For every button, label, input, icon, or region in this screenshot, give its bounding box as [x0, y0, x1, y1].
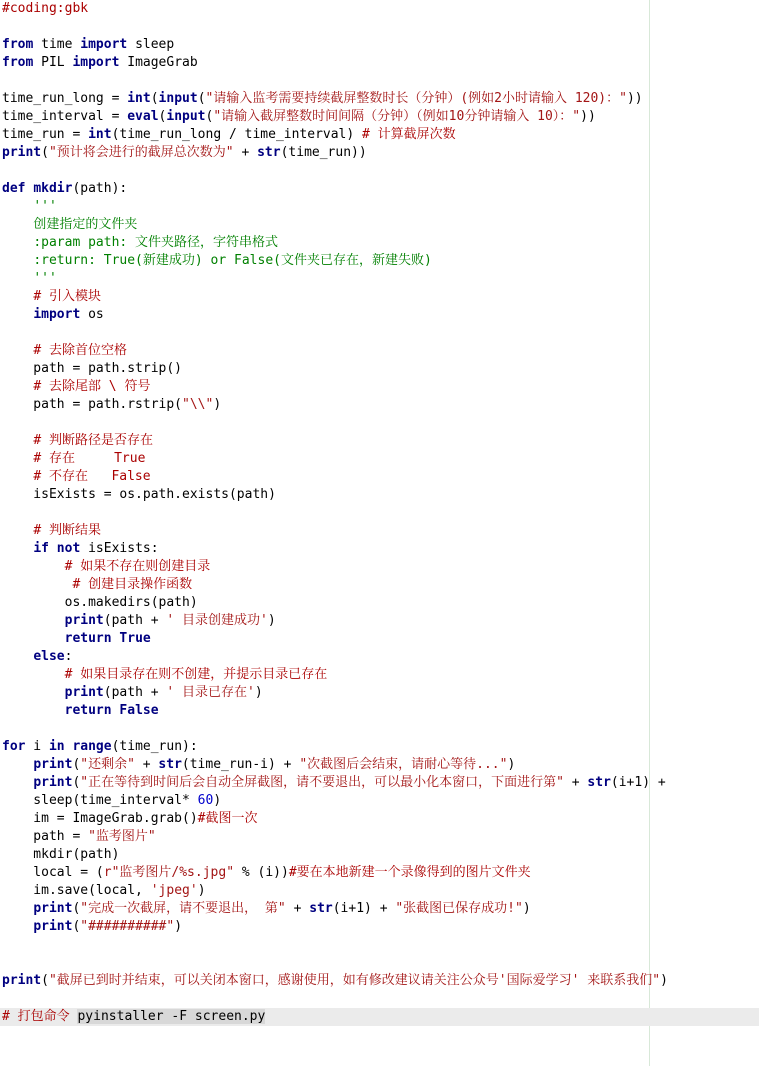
code-token: 创建指定的文件夹 [33, 217, 138, 232]
code-token: (path + [103, 613, 167, 628]
code-line[interactable] [2, 576, 759, 594]
code-token [2, 613, 65, 628]
code-token: "\\" [182, 397, 214, 412]
code-token: "次截图后会结束，请耐心等待..." [299, 757, 508, 772]
code-token [2, 469, 33, 484]
code-token: path = [2, 829, 89, 844]
code-token: "请输入截屏整数时间间隔（分钟）（例如10分钟请输入 10）：" [213, 109, 581, 124]
code-token: sleep [127, 37, 175, 52]
code-line[interactable] [2, 54, 759, 72]
code-line[interactable] [2, 90, 759, 108]
code-token: # 存在 True [33, 451, 146, 466]
code-token [2, 631, 65, 646]
code-token: "预计将会进行的截屏总次数为" [48, 145, 234, 160]
code-token: from [2, 55, 34, 70]
code-token: ) [213, 397, 222, 412]
code-token: "正在等待到时间后会自动全屏截图，请不要退出，可以最小化本窗口，下面进行第" [80, 775, 564, 790]
code-token: # 去除尾部 \ 符号 [33, 379, 151, 394]
code-token: local = ( [2, 865, 104, 880]
code-token: time_run_long = [2, 91, 128, 106]
code-token: ) [267, 613, 276, 628]
code-token: ( [72, 775, 81, 790]
code-token: ''' [33, 199, 57, 214]
code-line[interactable] [2, 108, 759, 126]
code-token: "监考图片" [88, 829, 156, 844]
code-token [2, 919, 33, 934]
code-token: + [285, 901, 310, 916]
code-line[interactable] [2, 936, 759, 954]
code-line[interactable] [2, 684, 759, 702]
code-token: im = ImageGrab.grab() [2, 811, 198, 826]
code-token: import [33, 307, 81, 322]
code-token: (time_run-i) + [181, 757, 300, 772]
code-line[interactable] [2, 648, 759, 666]
code-line[interactable] [2, 540, 759, 558]
code-line[interactable] [2, 72, 759, 90]
code-token: ) [254, 685, 263, 700]
code-token: print [33, 901, 73, 916]
code-token: str [158, 757, 182, 772]
code-line[interactable] [2, 270, 759, 288]
code-token [2, 289, 33, 304]
code-token: input [158, 91, 198, 106]
code-token [2, 901, 33, 916]
code-token: path = path.rstrip( [2, 397, 183, 412]
code-line[interactable] [2, 144, 759, 162]
code-token: print [64, 685, 104, 700]
code-token: return True [64, 631, 151, 646]
code-token: ( [158, 109, 167, 124]
code-token: ) [522, 901, 531, 916]
code-line[interactable] [2, 522, 759, 540]
code-line[interactable] [2, 342, 759, 360]
code-token: (path + [103, 685, 167, 700]
code-line[interactable] [2, 468, 759, 486]
code-token: int [127, 91, 151, 106]
code-token: 60 [197, 793, 214, 808]
code-token: ) [507, 757, 516, 772]
code-token: os [80, 307, 104, 322]
code-token [2, 199, 33, 214]
code-line[interactable] [2, 792, 759, 810]
code-token: ) [213, 793, 222, 808]
code-token: :param path: 文件夹路径，字符串格式 [33, 235, 279, 250]
code-line[interactable] [2, 36, 759, 54]
code-token: r"监考图片/%s.jpg" [103, 865, 235, 880]
code-token: "完成一次截屏，请不要退出， 第" [80, 901, 286, 916]
code-line[interactable] [2, 774, 759, 792]
code-line[interactable] [2, 882, 759, 900]
code-token: int [88, 127, 112, 142]
code-token [2, 577, 72, 592]
code-token: mkdir(path) [2, 847, 120, 862]
code-line[interactable] [2, 450, 759, 468]
code-token: (i+1) + [332, 901, 396, 916]
code-token [2, 253, 33, 268]
code-token: :return: True(新建成功) or False(文件夹已存在，新建失败) [33, 253, 432, 268]
code-token: ' 目录创建成功' [166, 613, 268, 628]
code-line[interactable] [2, 126, 759, 144]
code-line[interactable] [2, 594, 759, 612]
code-token: # 打包命令 [2, 1009, 78, 1024]
code-line[interactable] [2, 486, 759, 504]
code-token: in [48, 739, 65, 754]
code-token: im.save(local, [2, 883, 151, 898]
code-line[interactable] [2, 666, 759, 684]
code-line[interactable] [2, 864, 759, 882]
code-token: #coding:gbk [2, 1, 89, 16]
code-token: eval [127, 109, 159, 124]
code-token: + [563, 775, 588, 790]
code-token: # 创建目录操作函数 [72, 577, 193, 592]
code-token: str [309, 901, 333, 916]
code-line[interactable] [2, 396, 759, 414]
code-line[interactable] [2, 954, 759, 972]
code-token: #要在本地新建一个录像得到的图片文件夹 [288, 865, 531, 880]
code-token: print [33, 919, 73, 934]
code-token: ( [41, 145, 49, 160]
code-token: ) [197, 883, 206, 898]
code-token: time_interval = [2, 109, 128, 124]
code-line[interactable] [2, 558, 759, 576]
code-token: #截图一次 [197, 811, 258, 826]
code-token: def [2, 181, 26, 196]
code-token: input [166, 109, 206, 124]
code-token: return False [64, 703, 159, 718]
code-line[interactable] [2, 990, 759, 1008]
code-token: isExists = os.path.exists(path) [2, 487, 276, 502]
code-token [2, 703, 65, 718]
code-token: (path): [72, 181, 128, 196]
code-token: import [80, 37, 128, 52]
code-token: )) [580, 109, 596, 124]
code-token: ( [197, 91, 206, 106]
code-token [2, 217, 33, 232]
code-token [2, 667, 65, 682]
code-line[interactable] [2, 846, 759, 864]
code-token: "截屏已到时并结束，可以关闭本窗口，感谢使用，如有修改建议请关注公众号'国际爱学习' 来联系我们" [48, 973, 661, 988]
code-token [2, 451, 33, 466]
code-line[interactable] [2, 306, 759, 324]
code-token [2, 343, 33, 358]
code-token: # 判断结果 [33, 523, 101, 538]
code-token: str [587, 775, 611, 790]
code-token [2, 757, 33, 772]
code-line[interactable] [2, 252, 759, 270]
code-token [2, 775, 33, 790]
code-token [2, 379, 33, 394]
code-token: str [257, 145, 281, 160]
code-token: ) [174, 919, 183, 934]
code-token: time [33, 37, 81, 52]
code-line[interactable] [2, 630, 759, 648]
code-token [2, 271, 33, 286]
code-token: (time_run)) [280, 145, 367, 160]
code-token: time_run = [2, 127, 89, 142]
code-line[interactable] [2, 612, 759, 630]
code-token: from [2, 37, 34, 52]
code-token: path = path.strip() [2, 361, 183, 376]
code-line[interactable] [2, 972, 759, 990]
code-token: # 不存在 False [33, 469, 151, 484]
code-token: print [33, 775, 73, 790]
code-token: ( [72, 757, 81, 772]
code-token: # 引入模块 [33, 289, 101, 304]
code-token: print [64, 613, 104, 628]
code-token: (i+1) + [610, 775, 666, 790]
code-token: # 判断路径是否存在 [33, 433, 153, 448]
code-token: # 如果不存在则创建目录 [64, 559, 211, 574]
code-line[interactable] [2, 360, 759, 378]
code-token [2, 649, 33, 664]
code-token: sleep(time_interval* [2, 793, 198, 808]
code-token: )) [626, 91, 643, 106]
code-token: # 如果目录存在则不创建，并提示目录已存在 [64, 667, 328, 682]
code-token: print [33, 757, 73, 772]
code-token: ( [41, 973, 49, 988]
code-token [2, 523, 33, 538]
code-token: "还剩余" [80, 757, 135, 772]
code-line[interactable] [2, 738, 759, 756]
code-line[interactable] [2, 378, 759, 396]
code-token: ''' [33, 271, 57, 286]
code-token [2, 433, 33, 448]
code-token: if not [33, 541, 81, 556]
code-token [2, 559, 65, 574]
code-token: ( [72, 919, 81, 934]
code-line[interactable] [2, 234, 759, 252]
code-line[interactable] [2, 900, 759, 918]
code-line[interactable] [2, 0, 759, 18]
code-token: ' 目录已存在' [166, 685, 255, 700]
code-token: ) [660, 973, 668, 988]
code-line[interactable] [2, 504, 759, 522]
code-line[interactable] [2, 720, 759, 738]
code-token [2, 235, 33, 250]
code-line[interactable] [2, 324, 759, 342]
code-token: else [33, 649, 65, 664]
code-area[interactable] [2, 0, 759, 1026]
code-token: # 计算截屏次数 [362, 127, 456, 142]
code-token: (time_run): [111, 739, 198, 754]
code-token: : [64, 649, 73, 664]
code-line[interactable] [2, 432, 759, 450]
code-line[interactable] [2, 702, 759, 720]
code-line[interactable] [2, 198, 759, 216]
code-line[interactable] [2, 414, 759, 432]
code-token: os.makedirs(path) [2, 595, 198, 610]
code-token [2, 685, 65, 700]
code-line[interactable] [2, 288, 759, 306]
code-token: "##########" [80, 919, 175, 934]
code-line[interactable] [2, 162, 759, 180]
code-token: ( [150, 91, 159, 106]
code-line[interactable] [2, 216, 759, 234]
code-token: ( [72, 901, 81, 916]
code-line[interactable] [2, 810, 759, 828]
code-token: import [72, 55, 120, 70]
code-line[interactable] [2, 180, 759, 198]
code-token: PIL [33, 55, 73, 70]
code-token: mkdir [33, 181, 73, 196]
code-token: # 去除首位空格 [33, 343, 127, 358]
code-token: + [134, 757, 159, 772]
code-token: i [25, 739, 49, 754]
code-token [2, 307, 33, 322]
code-token: ( [205, 109, 214, 124]
code-token: % (i)) [234, 865, 289, 880]
code-line[interactable] [2, 756, 759, 774]
code-token: + [233, 145, 258, 160]
code-token: range [72, 739, 112, 754]
code-token: isExists: [80, 541, 159, 556]
code-token: "张截图已保存成功!" [395, 901, 523, 916]
code-line[interactable] [2, 18, 759, 36]
code-line[interactable] [2, 828, 759, 846]
code-token: print [2, 145, 42, 160]
code-token: for [2, 739, 26, 754]
code-token: 'jpeg' [150, 883, 198, 898]
code-token [2, 541, 33, 556]
code-token: pyinstaller -F screen.py [77, 1009, 266, 1024]
code-token: (time_run_long / time_interval) [111, 127, 363, 142]
code-token: "请输入监考需要持续截屏整数时长（分钟）(例如2小时请输入 120)：" [205, 91, 627, 106]
code-line[interactable] [2, 918, 759, 936]
code-line[interactable] [0, 1008, 759, 1026]
code-token: print [2, 973, 42, 988]
code-token: ImageGrab [119, 55, 198, 70]
